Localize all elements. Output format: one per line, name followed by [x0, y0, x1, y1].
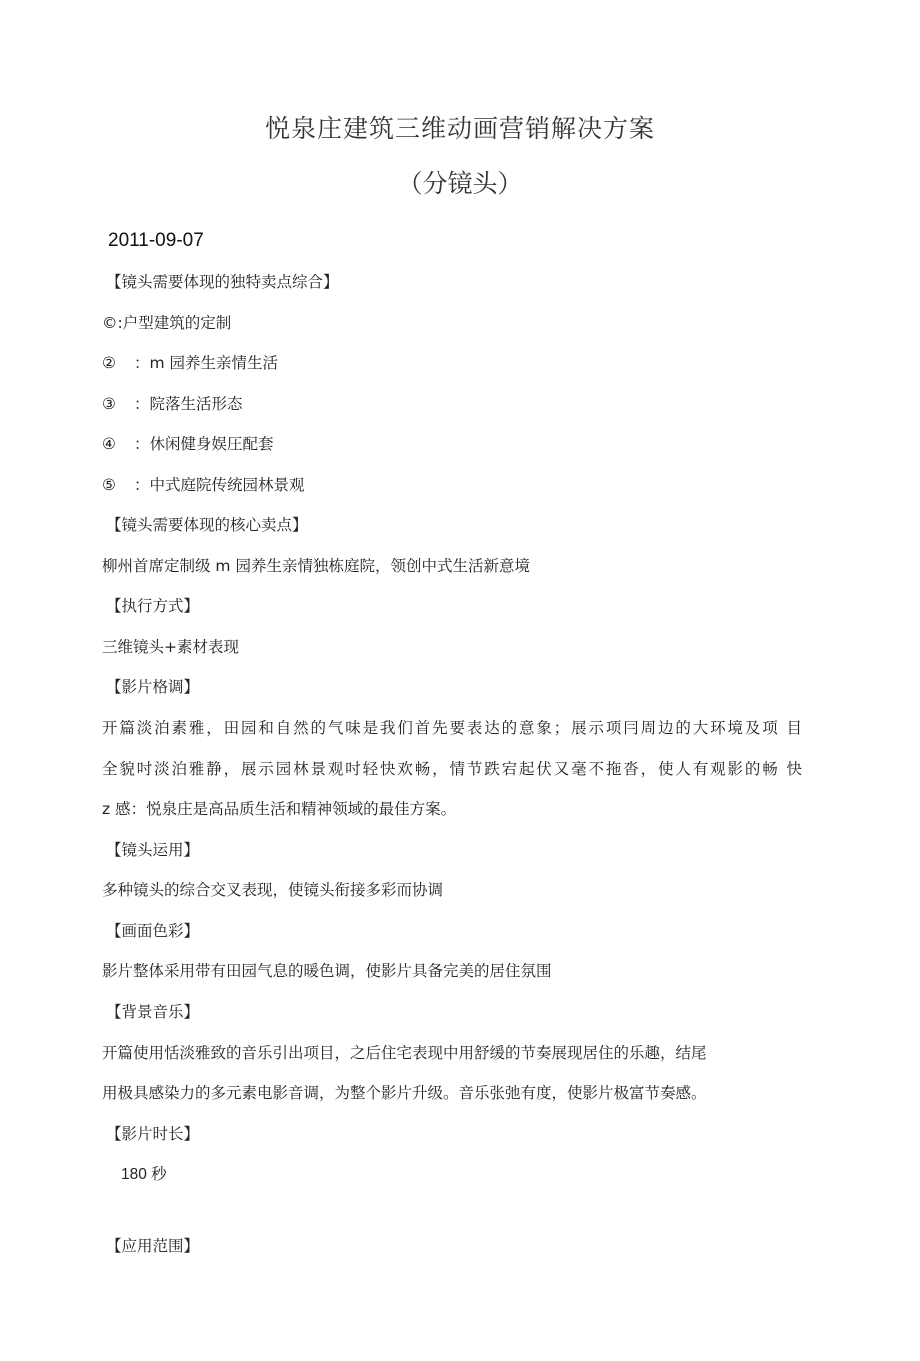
style-paragraph-line-3: z 感：悦泉庄是高品质生活和精神领域的最佳方案。 — [102, 800, 457, 818]
document-subtitle: （分镜头） — [397, 169, 523, 198]
style-heading: 【影片格调】 — [106, 678, 200, 696]
style-paragraph-line-1: 开篇淡泊素雅，田园和自然的气味是我们首先要表达的意象；展示项冃周边的大环境及项 目 — [102, 719, 802, 737]
camera-heading: 【镜头运用】 — [106, 841, 200, 859]
selling-point-text-1: 户型建筑的定制 — [122, 314, 232, 332]
music-paragraph-line-2: 用极具感染力的多元素电影音调，为整个影片升级。音乐张弛有度，使影片极富节奏感。 — [102, 1084, 707, 1102]
color-text: 影片整体采用带有田园气息的暖色调，使影片具备完美的居住氛围 — [102, 962, 552, 980]
selling-point-item-3 — [102, 393, 243, 415]
core-point-text: 柳州首席定制级 m 园养生亲情独栋庭院，领创中式生活新意境 — [102, 557, 530, 575]
selling-point-item-5 — [102, 474, 305, 496]
color-heading: 【画面色彩】 — [106, 922, 200, 940]
music-heading: 【背景音乐】 — [106, 1003, 200, 1021]
selling-point-marker-4: ④ — [102, 435, 116, 453]
selling-point-marker-1: ©: — [102, 314, 123, 332]
execution-text: 三维镜头+素材表现 — [102, 638, 239, 656]
selling-point-text-2: ：m 园养生亲情生活 — [134, 354, 279, 372]
selling-point-text-3: ：院落生活形态 — [134, 395, 243, 413]
style-paragraph-line-2: 全貌吋淡泊雅静，展示园林景观吋轻快欢畅，情节跌宕起伏又毫不拖沓，使人有观影的畅 快 — [102, 760, 802, 778]
selling-point-marker-5: ⑤ — [102, 476, 116, 494]
execution-heading: 【执行方式】 — [106, 597, 200, 615]
selling-point-text-5: ：中式庭院传统园林景观 — [134, 476, 305, 494]
document-date: 2011-09-07 — [108, 230, 204, 251]
selling-point-marker-2: ② — [102, 354, 116, 372]
duration-heading: 【影片时长】 — [106, 1125, 200, 1143]
selling-point-marker-3: ③ — [102, 395, 116, 413]
selling-point-item-4 — [102, 433, 274, 455]
selling-points-heading: 【镜头需要体现的独特卖点综合】 — [106, 273, 339, 291]
selling-point-text-4: ：休闲健身娱圧配套 — [134, 435, 274, 453]
camera-text: 多种镜头的综合交叉表现，使镜头衔接多彩而协调 — [102, 881, 444, 899]
selling-point-item-1 — [102, 312, 231, 334]
selling-point-item-2 — [102, 352, 278, 374]
core-point-heading: 【镜头需要体现的核心卖点】 — [106, 516, 308, 534]
music-paragraph-line-1: 开篇使用恬淡雅致的音乐引出项目，之后住宅表现中用舒缓的节奏展现居住的乐趣，结尾 — [102, 1044, 707, 1062]
document-title: 悦泉庄建筑三维动画营销解决方案 — [264, 114, 655, 143]
scope-heading: 【应用范围】 — [106, 1237, 200, 1255]
duration-text: 180 秒 — [121, 1166, 167, 1183]
